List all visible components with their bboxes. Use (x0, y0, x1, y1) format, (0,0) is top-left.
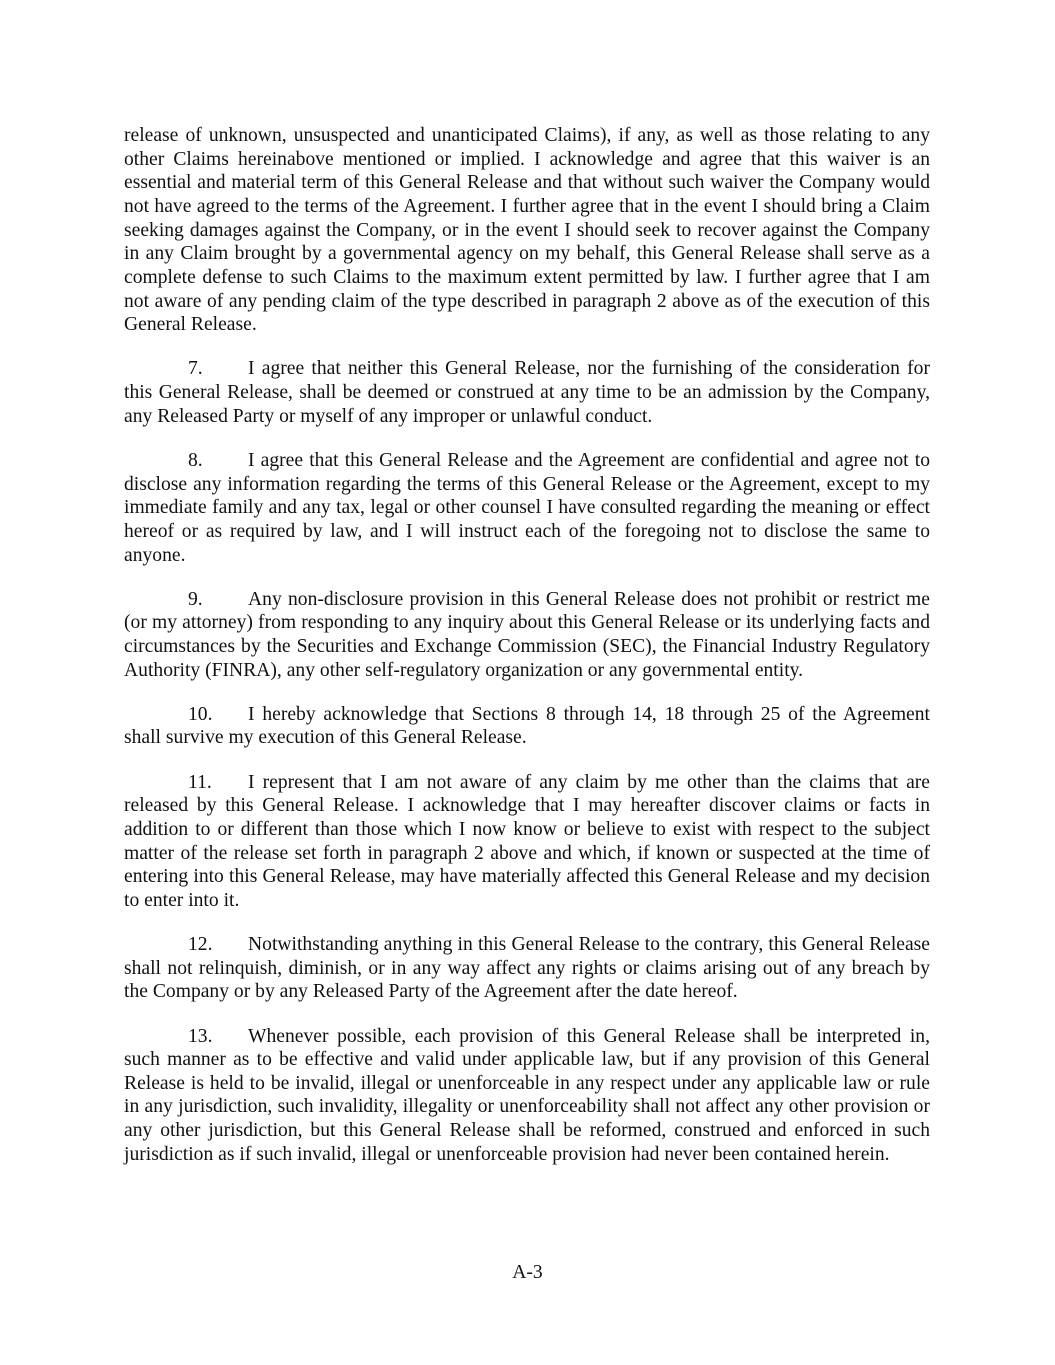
paragraph-text: I agree that this General Release and the Agreement are confidential and agree not to disclose any information regarding the terms of this General Release or the Agreement, except to my immediate family and any tax, legal or other counsel I have consulted regarding the meaning or effect hereof or as required by law, and I will instruct each of the foregoing not to disclose the same to anyone. (124, 449, 930, 566)
paragraph-number: 11. (188, 771, 212, 793)
paragraph-number: 10. (188, 703, 213, 725)
paragraph-number: 13. (188, 1025, 213, 1047)
document-body (124, 124, 930, 1187)
continuation-paragraph: release of unknown, unsuspected and unanticipated Claims), if any, as well as those relating to any other Claims hereinabove mentioned or implied. I acknowledge and agree that this waiver is an essential and material term of this General Release and that without such waiver the Company would not have agreed to the terms of the Agreement. I further agree that in the event I should bring a Claim seeking damages against the Company, or in the event I should seek to recover against the Company in any Claim brought by a governmental agency on my behalf, this General Release shall serve as a complete defense to such Claims to the maximum extent permitted by law. I further agree that I am not aware of any pending claim of the type described in paragraph 2 above as of the execution of this General Release. (124, 125, 930, 336)
paragraph-7 (124, 357, 930, 428)
paragraph-12 (124, 933, 930, 1004)
paragraph-9 (124, 588, 930, 683)
paragraph-text: Any non-disclosure provision in this General Release does not prohibit or restrict me (or my attorney) from responding to any inquiry about this General Release or its underlying facts and circumstances by the Securities and Exchange Commission (SEC), the Financial Industry Regulatory Authority (FINRA), any other self-regulatory organization or any governmental entity. (124, 588, 930, 681)
paragraph-text: I agree that neither this General Release, nor the furnishing of the consideration for this General Release, shall be deemed or construed at any time to be an admission by the Company, any Released Party or myself of any improper or unlawful conduct. (124, 358, 930, 427)
paragraph-text: Notwithstanding anything in this General Release to the contrary, this General Release shall not relinquish, diminish, or in any way affect any rights or claims arising out of any breach by the Company or by any Released Party of the Agreement after the date hereof. (124, 934, 930, 1003)
paragraph-number: 7. (188, 358, 203, 380)
paragraph-text: I hereby acknowledge that Sections 8 through 14, 18 through 25 of the Agreement shall survive my execution of this General Release. (124, 703, 930, 749)
paragraph-11 (124, 771, 930, 913)
paragraph-text: Whenever possible, each provision of this General Release shall be interpreted in, such manner as to be effective and valid under applicable law, but if any provision of this General Release is held to be invalid, illegal or unenforceable in any respect under any applicable law or rule in any jurisdiction, such invalidity, illegality or unenforceability shall not affect any other provision or any other jurisdiction, but this General Release shall be reformed, construed and enforced in such jurisdiction as if such invalid, illegal or unenforceable provision had never been contained herein. (124, 1025, 930, 1165)
paragraph-text: I represent that I am not aware of any claim by me other than the claims that are released by this General Release. I acknowledge that I may hereafter discover claims or facts in addition to or different than those which I now know or believe to exist with respect to the subject matter of the release set forth in paragraph 2 above and which, if known or suspected at the time of entering into this General Release, may have materially affected this General Release and my decision to enter into it. (124, 771, 930, 911)
paragraph-number: 8. (188, 449, 203, 471)
paragraph-13 (124, 1025, 930, 1167)
paragraph-number: 12. (188, 934, 213, 956)
paragraph-10 (124, 703, 930, 750)
paragraph-number: 9. (188, 588, 203, 610)
page-number: A-3 (512, 1262, 543, 1283)
paragraph-8 (124, 449, 930, 567)
